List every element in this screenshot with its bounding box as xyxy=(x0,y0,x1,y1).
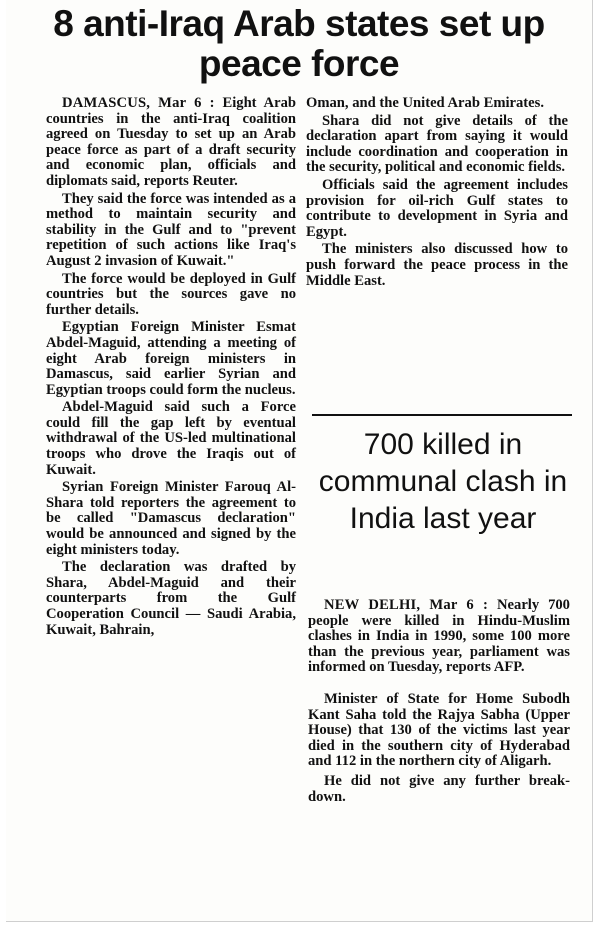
story-2-paragraph: He did not give any further break-down. xyxy=(308,772,570,805)
story-1-paragraph: Abdel-Maguid said such a Force could fill the gap left by eventual withdrawal of the US-led multinational troops who drove the Iraqis out of Kuwait. xyxy=(46,399,296,478)
story-1-paragraph: Syrian Foreign Minister Farouq Al-Shara told reporters the agreement to be called "Damascus declaration" would be announced and signed by the eight ministers today. xyxy=(46,479,296,558)
column-divider-rule xyxy=(312,414,572,416)
story-1-column-2 xyxy=(306,96,568,291)
story-2-lead-text: Nearly 700 people were killed in Hindu-Muslim clashes in India in 1990, some 100 more than the previous year, parliament was informed on Tuesday, reports AFP. xyxy=(308,597,570,676)
story-1-column-1 xyxy=(46,96,296,640)
story-2-headline: 700 killed in communal clash in India last year xyxy=(318,428,568,535)
story-1-paragraph xyxy=(46,96,296,190)
story-2-body xyxy=(308,598,570,807)
story-1-paragraph: Officials said the agreement includes provision for oil-rich Gulf states to contribute to development in Syria and Egypt. xyxy=(306,176,568,240)
story-2-paragraph: Minister of State for Home Subodh Kant Saha told the Rajya Sabha (Upper House) that 130 of the victims last year died in the southern city of Hyderabad and 112 in the northern city of Aligarh. xyxy=(308,690,570,770)
story-1-paragraph: The declaration was drafted by Shara, Abdel-Maguid and their counterparts from the Gulf Cooperation Council — Saudi Arabia, Kuwait, Bahrain, xyxy=(46,559,296,638)
main-headline: 8 anti-Iraq Arab states set up peace force xyxy=(53,3,545,84)
story-1-lead-text: Eight Arab countries in the anti-Iraq coalition agreed on Tuesday to set up an Arab peace force as part of a draft security and economic plan, officials and diplomats said, reports Reuter. xyxy=(46,95,296,189)
story-1-paragraph: They said the force was intended as a method to maintain security and stability in the Gulf and to "prevent repetition of such actions like Iraq's August 2 invasion of Kuwait." xyxy=(46,190,296,269)
story-2-dateline: NEW DELHI, Mar 6 : xyxy=(324,597,489,613)
story-1-paragraph: Oman, and the United Arab Emirates. xyxy=(306,95,544,111)
story-2-paragraph xyxy=(308,598,570,676)
story-1-paragraph: The force would be deployed in Gulf countries but the sources gave no further details. xyxy=(46,270,296,318)
story-1-paragraph: The ministers also discussed how to push forward the peace process in the Middle East. xyxy=(306,241,568,289)
story-1-dateline: DAMASCUS, Mar 6 : xyxy=(62,95,215,111)
story-1-paragraph: Egyptian Foreign Minister Esmat Abdel-Maguid, attending a meeting of eight Arab foreign ministers in Damascus, said earlier Syrian and Egyptian troops could form the nucleus. xyxy=(46,319,296,398)
story-1-paragraph: Shara did not give details of the declaration apart from saying it would include coordination and cooperation in the security, political and economic fields. xyxy=(306,112,568,176)
